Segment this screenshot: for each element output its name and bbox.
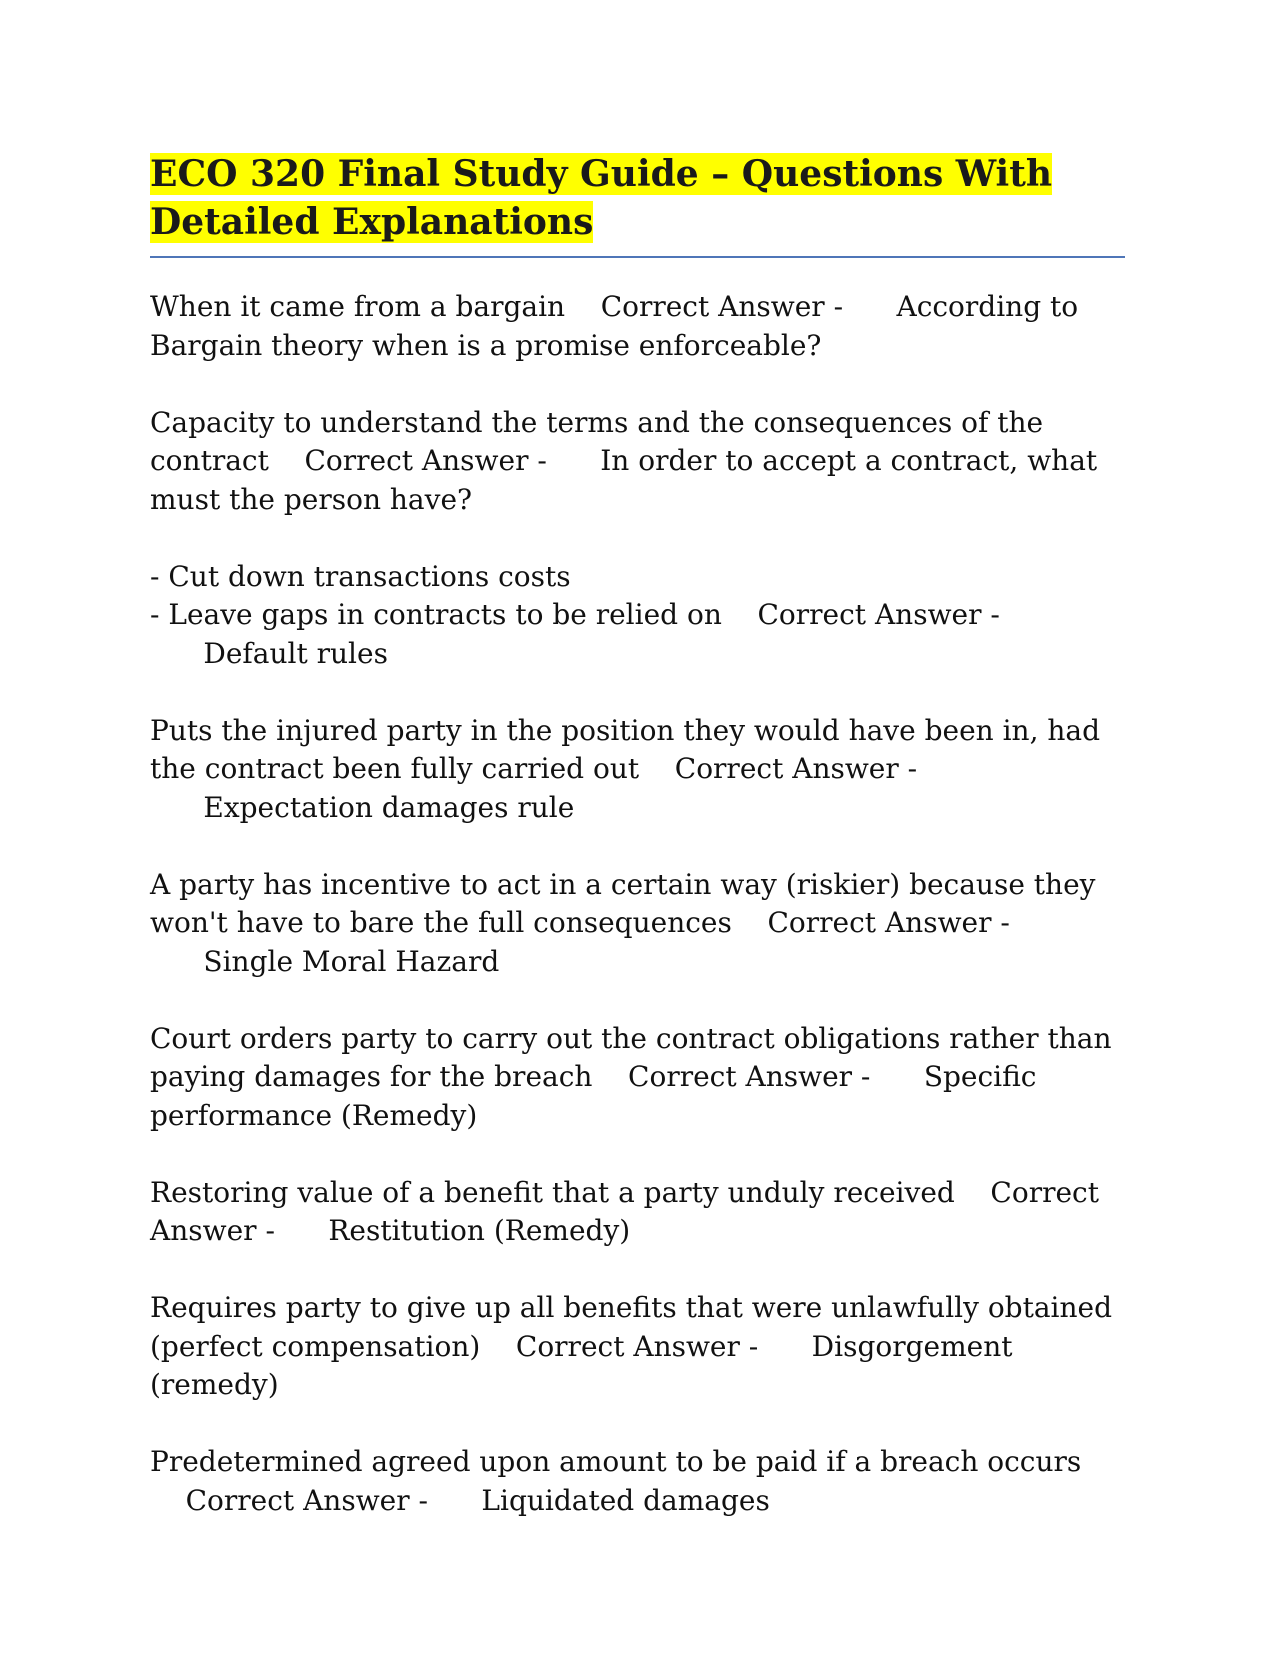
title-highlight: ECO 320 Final Study Guide – Questions With Detailed Explanations: [150, 153, 1053, 243]
qa-answer: In order to accept a contract, what must the person have?: [150, 444, 1098, 516]
qa-entry: [150, 1289, 1125, 1405]
qa-entry: [150, 404, 1125, 520]
qa-list: [150, 288, 1125, 1520]
qa-answer: Liquidated damages: [481, 1483, 770, 1517]
qa-question: Court orders party to carry out the contract obligations rather than paying damages for the breach: [150, 1021, 1112, 1093]
qa-separator: Correct Answer -: [628, 1060, 871, 1093]
qa-entry: [150, 1174, 1125, 1251]
qa-answer: According to Bargain theory when is a promise enforceable?: [150, 290, 1079, 362]
qa-answer: Disgorgement (remedy): [150, 1329, 1013, 1401]
qa-entry: [150, 558, 1125, 674]
title-divider: [150, 256, 1125, 258]
qa-entry: [150, 1020, 1125, 1136]
qa-question-line: - Cut down transactions costs: [150, 559, 571, 593]
qa-answer: Default rules: [203, 636, 388, 670]
qa-separator: Correct Answer -: [600, 290, 844, 323]
qa-question: Predetermined agreed upon amount to be paid if a breach occurs: [150, 1445, 1082, 1478]
qa-entry: [150, 712, 1125, 828]
qa-entry: [150, 288, 1125, 365]
qa-separator: Correct Answer -: [674, 752, 918, 785]
qa-question-line: - Leave gaps in contracts to be relied on: [150, 598, 722, 631]
qa-question: Capacity to understand the terms and the consequences of the contract: [150, 405, 1044, 477]
qa-separator: Correct Answer -: [150, 1175, 1099, 1247]
qa-question: Requires party to give up all benefits that were unlawfully obtained (perfect compensation): [150, 1291, 1113, 1363]
qa-separator: Correct Answer -: [304, 444, 547, 477]
qa-separator: Correct Answer -: [515, 1329, 759, 1363]
qa-answer: Specific performance (Remedy): [150, 1060, 1037, 1132]
document-title: [150, 150, 1125, 246]
qa-question: A party has incentive to act in a certain way (riskier) because they won't have to bare the full consequences: [150, 867, 1096, 939]
qa-separator: Correct Answer -: [185, 1483, 428, 1517]
qa-question: When it came from a bargain: [150, 290, 566, 323]
qa-answer: Expectation damages rule: [203, 790, 575, 824]
qa-question: Puts the injured party in the position they would have been in, had the contract been fully carried out: [150, 713, 1101, 785]
qa-entry: [150, 1443, 1125, 1520]
document-page: [150, 150, 1125, 1559]
qa-entry: [150, 866, 1125, 982]
qa-answer: Single Moral Hazard: [203, 944, 500, 978]
qa-separator: Correct Answer -: [757, 598, 1000, 631]
qa-question: Restoring value of a benefit that a party unduly received: [150, 1175, 955, 1209]
qa-answer: Restitution (Remedy): [328, 1214, 631, 1247]
qa-separator: Correct Answer -: [767, 906, 1010, 939]
